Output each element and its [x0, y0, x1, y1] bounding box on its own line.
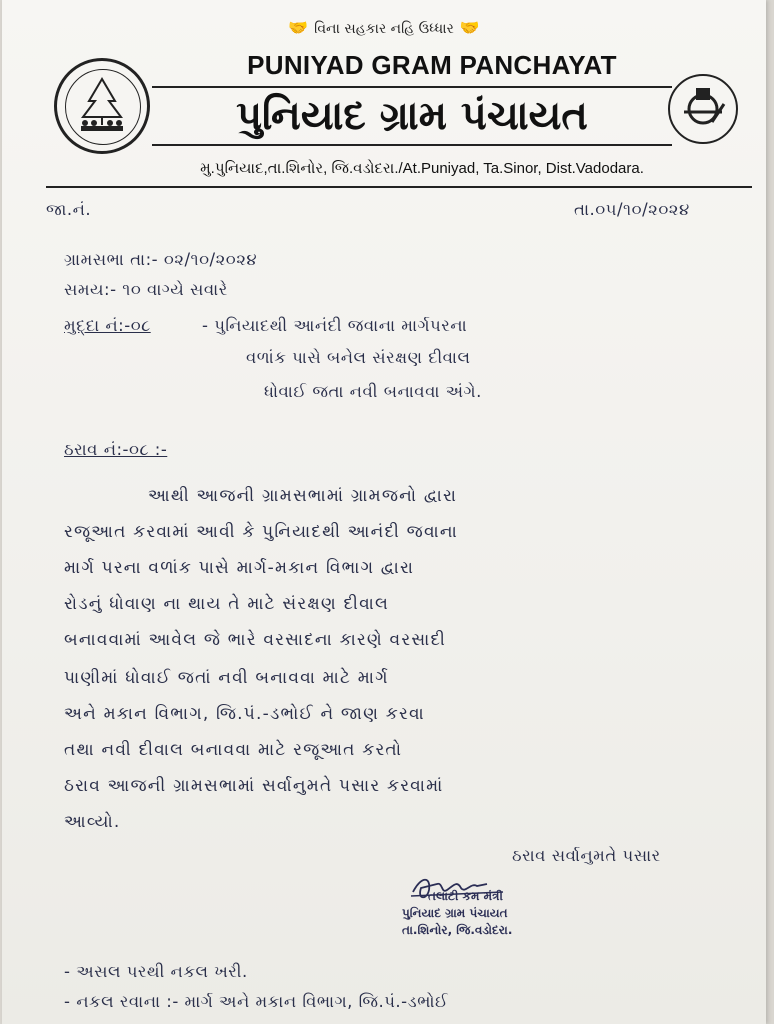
- resolution-line-8: તથા નવી દીવાલ બનાવવા માટે રજૂઆત કરતો: [64, 740, 403, 760]
- stamp-office: પુનિયાદ ગ્રામ પંચાયત: [402, 906, 508, 920]
- letter-page: [2, 0, 766, 1024]
- resolution-passed-note: ઠરાવ સર્વાનુમતે પસાર: [512, 846, 661, 865]
- meeting-time: સમય:- ૧૦ વાગ્યે સવારે: [64, 280, 228, 299]
- resolution-number-label: ઠરાવ નં:-૦૮ :-: [64, 440, 168, 459]
- resolution-line-1: આથી આજની ગ્રામસભામાં ગ્રામજનો દ્વારા: [148, 486, 458, 506]
- copy-certified-note: - અસલ પરથી નકલ ખરી.: [64, 962, 248, 981]
- issue-line-1: - પુનિયાદથી આનંદી જવાના માર્ગપરના: [202, 316, 468, 335]
- issue-number-label: મુદ્દા નં:-૦૮: [64, 316, 151, 335]
- resolution-line-3: માર્ગ પરના વળાંક પાસે માર્ગ-મકાન વિભાગ દ્વારા: [64, 558, 415, 578]
- reference-number-label: જા.નં.: [46, 200, 92, 219]
- panchayat-emblem-logo: [668, 74, 738, 144]
- resolution-line-2: રજૂઆત કરવામાં આવી કે પુનિયાદથી આનંદી જવાના: [64, 522, 458, 542]
- copy-forwarded-note: - નકલ રવાના :- માર્ગ અને મકાન વિભાગ, જિ.પં.-ડભોઈ: [64, 992, 449, 1011]
- resolution-line-6: પાણીમાં ધોવાઈ જતાં નવી બનાવવા માટે માર્ગ: [64, 668, 389, 688]
- letter-date: તા.૦૫/૧૦/૨૦૨૪: [574, 200, 690, 219]
- letterhead-title-english: PUNIYAD GRAM PANCHAYAT: [247, 50, 617, 80]
- resolution-line-7: અને મકાન વિભાગ, જિ.પં.-ડભોઈ ને જાણ કરવા: [64, 704, 425, 724]
- issue-line-3: ધોવાઈ જતા નવી બનાવવા અંગે.: [264, 382, 482, 401]
- letterhead-address: મુ.પુનિયાદ,તા.શિનોર, જિ.વડોદરા./At.Puniyad, Ta.Sinor, Dist.Vadodara.: [200, 160, 644, 177]
- motto-line: [2, 18, 766, 37]
- handshake-icon: 🤝: [459, 18, 480, 37]
- stamp-place: તા.શિનોર, જિ.વડોદરા.: [402, 923, 513, 937]
- handshake-icon: 🤝: [288, 18, 309, 37]
- header-divider: [46, 186, 752, 188]
- resolution-line-5: બનાવવામાં આવેલ જે ભારે વરસાદના કારણે વરસાદી: [64, 630, 447, 650]
- resolution-line-9: ઠરાવ આજની ગ્રામસભામાં સર્વાનુમતે પસાર કરવામાં: [64, 776, 444, 796]
- panchayat-seal-logo: [54, 58, 150, 154]
- motto-text: વિના સહકાર નહિ ઉધ્ધાર: [314, 21, 454, 37]
- resolution-line-10: આવ્યો.: [64, 812, 121, 832]
- resolution-line-4: રોડનું ધોવાણ ના થાય તે માટે સંરક્ષણ દીવાલ: [64, 594, 390, 614]
- issue-line-2: વળાંક પાસે બનેલ સંરક્ષણ દીવાલ: [246, 348, 471, 367]
- gramsabha-date: ગ્રામસભા તા:- ૦૨/૧૦/૨૦૨૪: [64, 250, 258, 269]
- letterhead-title-gujarati: પુનિયાદ ગ્રામ પંચાયત: [236, 93, 588, 139]
- stamp-designation: તલાટી કમ મંત્રી: [428, 889, 503, 903]
- official-stamp: [402, 888, 602, 939]
